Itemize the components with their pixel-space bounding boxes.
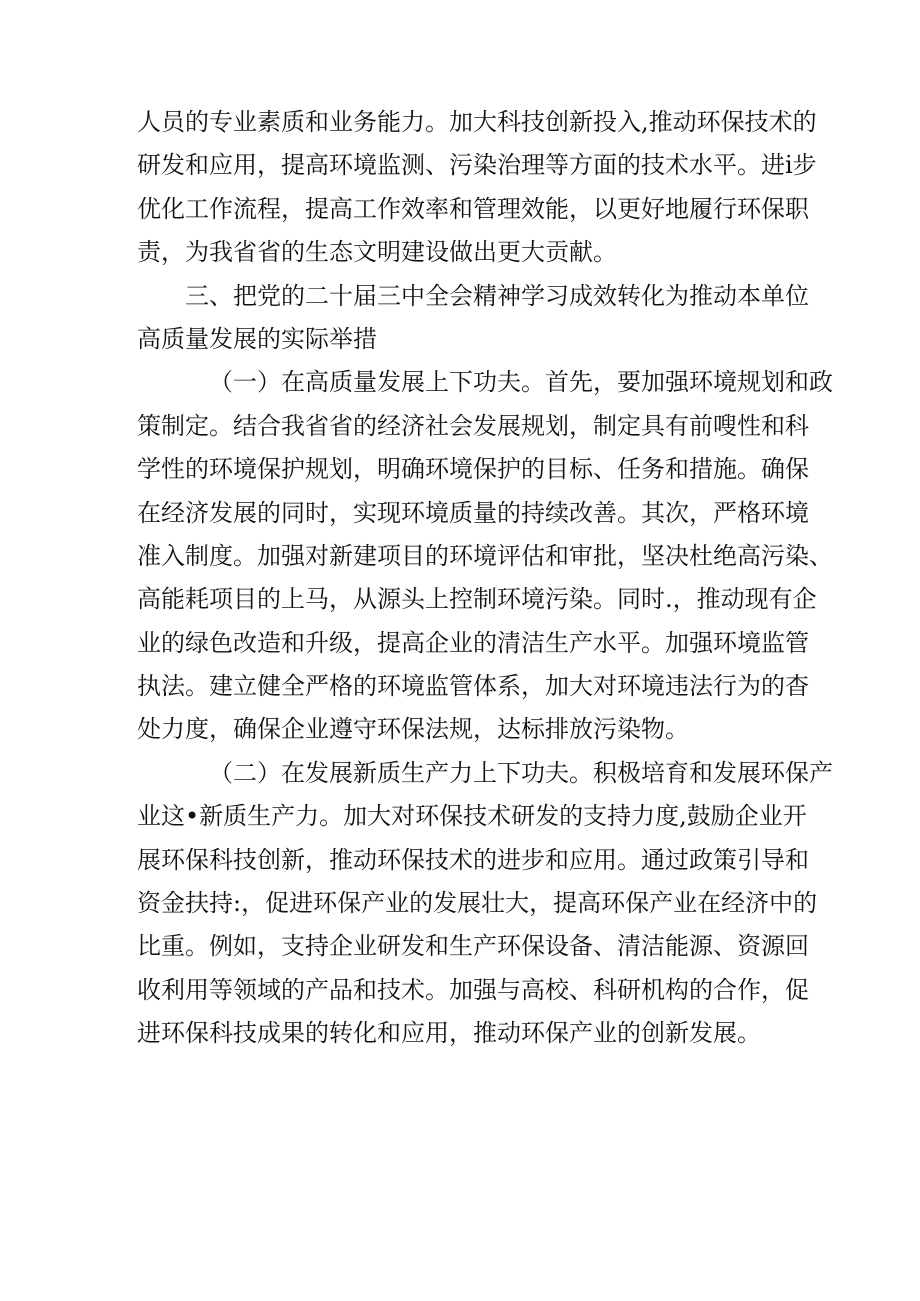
text-line: 研发和应用，提高环境监测、污染治理等方面的技术水平。进i步 [137, 151, 817, 180]
text-line: 学性的环境保护规划，明确环境保护的目标、任务和措施。确保 [137, 455, 809, 484]
text-line: 进环保科技成果的转化和应用，推动环保产业的创新发展。 [137, 1019, 761, 1048]
heading-line: 高质量发展的实际举措 [137, 324, 377, 353]
paragraph-subsection-2 [137, 752, 833, 1056]
text-line: 比重。例如，支持企业研发和生产环保设备、清洁能源、资源回 [137, 932, 809, 961]
text-line: （二）在发展新质生产力上下功夫。积极培育和发展环保产 [209, 758, 833, 787]
text-line: 在经济发展的同时，实现环境质量的持续改善。其次，严格环境 [137, 498, 809, 527]
text-line: 优化工作流程，提高工作效率和管理效能，以更好地履行环保职 [137, 194, 809, 223]
paragraph-subsection-1 [137, 361, 833, 752]
text-line: 高能耗项目的上马，从源头上控制环境污染。同时.，推动现有企 [137, 585, 817, 614]
text-line: 收利用等领域的产品和技术。加强与高校、科研机构的合作，促 [137, 975, 809, 1004]
text-line: 策制定。结合我省省的经济社会发展规划，制定具有前嗖性和科 [137, 411, 809, 440]
text-line: 资金扶持:，促进环保产业的发展壮大，提高环保产业在经济中的 [137, 889, 818, 918]
text-line: 业的绿色改造和升级，提高企业的清洁生产水平。加强环境监管 [137, 628, 809, 657]
text-line: （一）在高质量发展上下功夫。首先，要加强环境规划和政 [209, 368, 833, 397]
text-line: 人员的专业素质和业务能力。加大科技创新投入,推动环保技术的 [137, 108, 817, 136]
text-line: 责，为我省省的生态文明建设做出更大贡献。 [137, 238, 617, 267]
text-line: 处力度，确保企业遵守环保法规，达标排放污染物。 [137, 715, 689, 744]
paragraph-continuation [137, 101, 817, 275]
text-line: 执法。建立健全严格的环境监管体系，加大对环境违法行为的杳 [137, 672, 809, 701]
text-line: 业这•新质生产力。加大对环保技术研发的支持力度,鼓励企业开 [137, 802, 807, 831]
section-heading [137, 275, 809, 362]
text-line: 展环保科技创新，推动环保技术的进步和应用。通过政策引导和 [137, 845, 809, 874]
document-body [137, 101, 833, 1056]
text-line: 准入制度。加强对新建项目的环境评估和审批，坚决杜绝高污染、 [137, 541, 833, 570]
heading-line: 三、把党的二十届三中全会精神学习成效转化为推动本单位 [185, 281, 809, 310]
